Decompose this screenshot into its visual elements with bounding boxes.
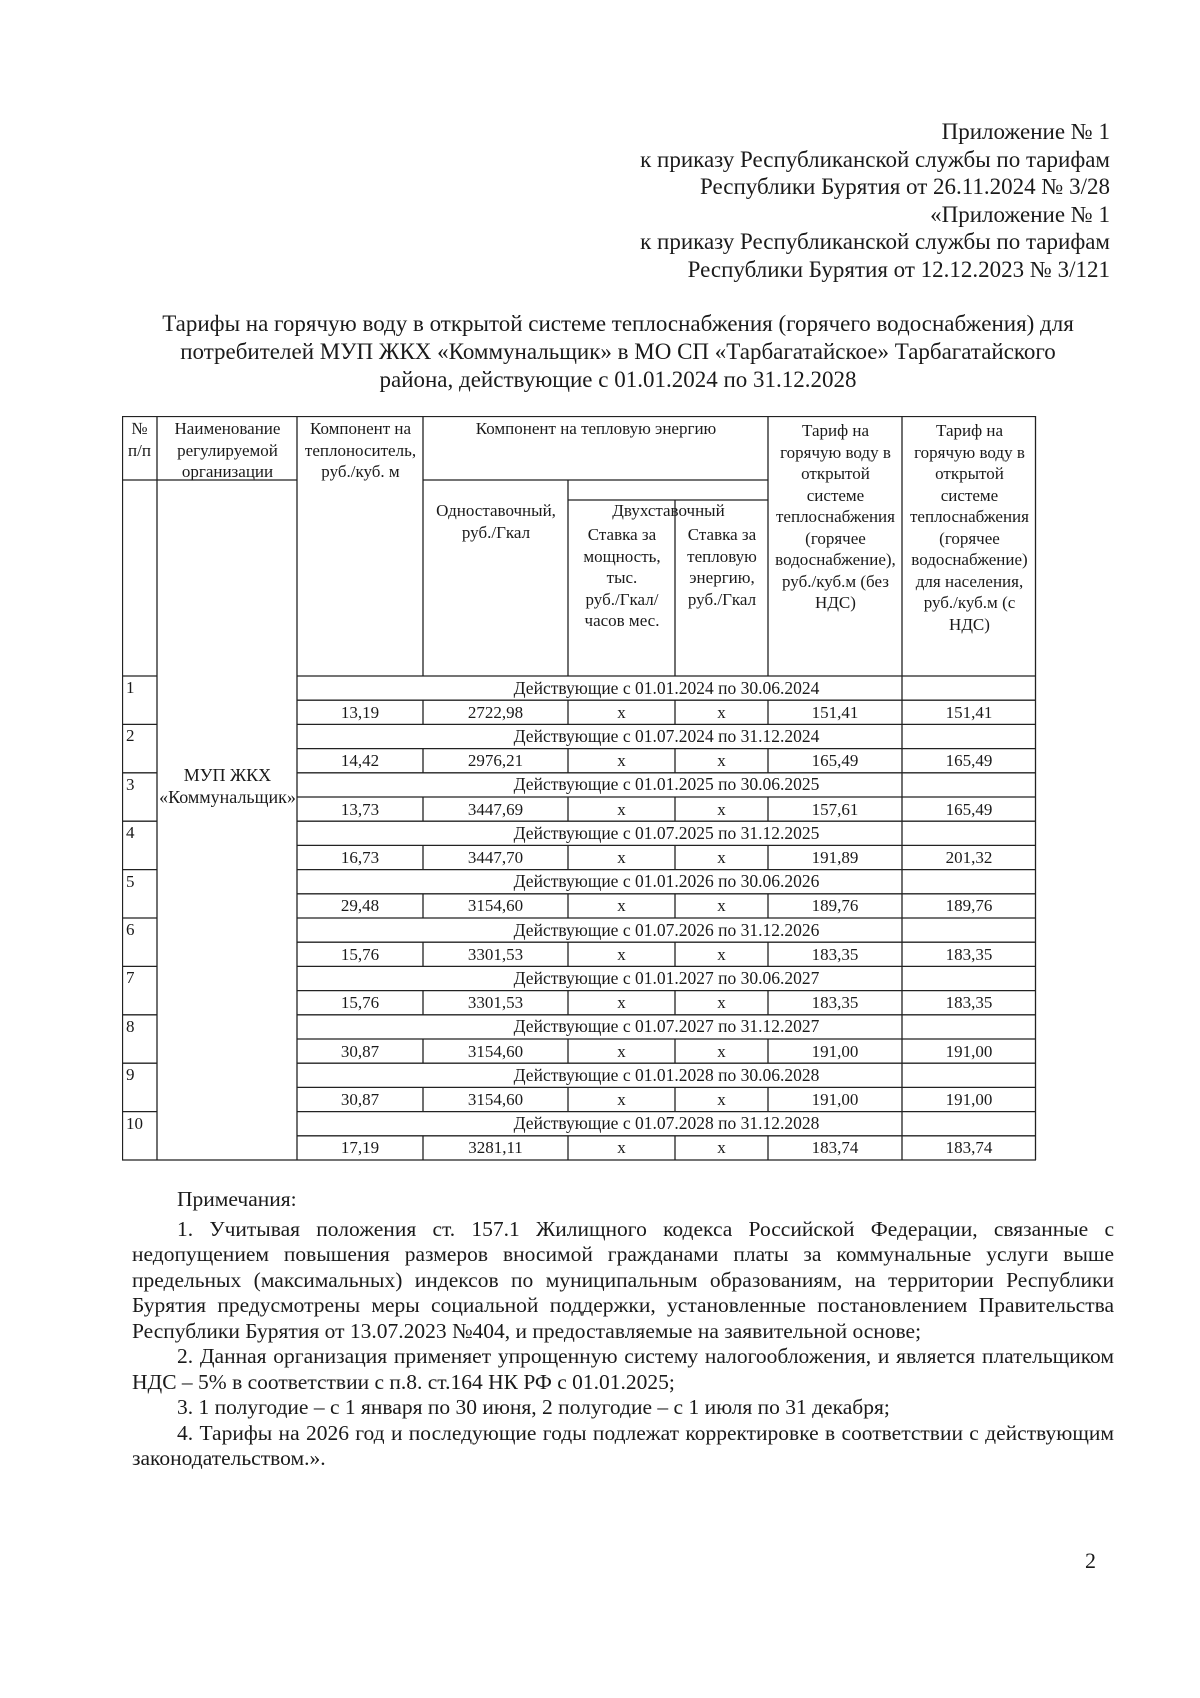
tariff-population-value: 183,74 — [945, 1138, 993, 1158]
heat-rate-value: х — [717, 1138, 726, 1158]
period-label: Действующие с 01.07.2027 по 31.12.2027 — [513, 1016, 820, 1037]
period-label: Действующие с 01.07.2026 по 31.12.2026 — [513, 919, 820, 940]
tariff-population-value: 189,76 — [945, 896, 993, 916]
tariff-no-vat-value: 151,41 — [811, 702, 859, 722]
row-number: 6 — [126, 920, 135, 939]
header-tariff-no-vat: Тариф на горячую воду в открытой системе теплоснабжения (горячее водоснабжение), руб./куб.м (без НДС) — [775, 421, 896, 612]
single-rate-value: 3301,53 — [467, 993, 524, 1013]
carrier-value: 13,19 — [340, 702, 380, 722]
single-rate-value: 3447,70 — [467, 847, 524, 867]
heat-rate-value: х — [717, 799, 726, 819]
power-rate-value: х — [617, 847, 626, 867]
row-number: 9 — [126, 1065, 135, 1085]
org-name: МУП ЖКХ «Коммунальщик» — [159, 765, 296, 807]
carrier-value: 14,42 — [340, 751, 380, 771]
single-rate-value: 3447,69 — [467, 799, 524, 819]
power-rate-value: х — [617, 993, 626, 1013]
header-org: Наименование регулируемой организации — [174, 419, 281, 481]
title-line: потребителей МУП ЖКХ «Коммунальщик» в МО СП «Тарбагатайское» Тарбагатайского — [180, 339, 1056, 364]
tariff-no-vat-value: 157,61 — [811, 799, 859, 819]
header-line: Республики Бурятия от 26.11.2024 № 3/28 — [699, 174, 1110, 199]
single-rate-value: 3281,11 — [468, 1138, 523, 1158]
heat-rate-value: х — [717, 751, 726, 771]
title-line: Тарифы на горячую воду в открытой системе теплоснабжения (горячего водоснабжения) для — [162, 311, 1074, 336]
heat-rate-value: х — [717, 1041, 726, 1061]
header-energy: Компонент на тепловую энергию — [475, 419, 717, 438]
header-heat: Ставка за тепловую энергию, руб./Гкал — [687, 525, 757, 609]
header-line: Республики Бурятия от 12.12.2023 № 3/121 — [687, 256, 1110, 282]
header-line: к приказу Республиканской службы по тарифам — [640, 146, 1110, 172]
carrier-value: 13,73 — [340, 799, 380, 819]
tariff-no-vat-value: 191,89 — [811, 847, 859, 867]
period-label: Действующие с 01.01.2028 по 30.06.2028 — [513, 1064, 820, 1085]
tariff-table — [122, 416, 1115, 1165]
carrier-value: 30,87 — [340, 1089, 380, 1109]
tariff-no-vat-value: 183,74 — [811, 1138, 859, 1158]
period-label: Действующие с 01.01.2025 по 30.06.2025 — [513, 774, 820, 795]
header-single: Одноставочный, руб./Гкал — [436, 501, 556, 542]
period-label: Действующие с 01.01.2026 по 30.06.2026 — [513, 871, 820, 892]
power-rate-value: х — [617, 944, 626, 964]
heat-rate-value: х — [717, 896, 726, 916]
row-number: 7 — [126, 968, 135, 988]
row-number: 10 — [126, 1113, 143, 1133]
power-rate-value: х — [617, 1041, 626, 1061]
power-rate-value: х — [617, 799, 626, 819]
document-header — [640, 118, 1110, 283]
carrier-value: 30,87 — [340, 1041, 380, 1061]
header-line: Приложение № 1 — [941, 119, 1110, 144]
notes-title: Примечания: — [177, 1187, 297, 1211]
note-item: 1. Учитывая положения ст. 157.1 Жилищного кодекса Российской Федерации, связанные с недопущением повышения размеров вносимой гражданами платы за коммунальные услуги выше предельных (максимальных) индексов по муниципальным образованиям, на территории Республики Бурятия предусмотрены меры социальной поддержки, установленные постановлением Правительства Республики Бурятия от 13.07.2023 №404, и предоставляемые на заявительной основе; — [132, 1216, 1114, 1343]
row-number: 2 — [126, 726, 135, 746]
tariff-no-vat-value: 165,49 — [811, 751, 859, 771]
tariff-no-vat-value: 189,76 — [811, 896, 859, 916]
tariff-no-vat-value: 183,35 — [811, 944, 859, 964]
single-rate-value: 2722,98 — [467, 702, 524, 722]
carrier-value: 16,73 — [340, 847, 380, 867]
heat-rate-value: х — [717, 944, 726, 964]
heat-rate-value: х — [717, 847, 726, 867]
heat-rate-value: х — [717, 993, 726, 1013]
single-rate-value: 2976,21 — [467, 751, 524, 771]
note-item: 3. 1 полугодие – с 1 января по 30 июня, 2 полугодие – с 1 июля по 31 декабря; — [177, 1395, 890, 1419]
heat-rate-value: х — [717, 1089, 726, 1109]
period-label: Действующие с 01.07.2028 по 31.12.2028 — [513, 1113, 820, 1134]
carrier-value: 17,19 — [340, 1138, 380, 1158]
power-rate-value: х — [617, 1138, 626, 1158]
page-number: 2 — [1085, 1548, 1096, 1573]
note-item: 4. Тарифы на 2026 год и последующие годы подлежат корректировке в соответствии с действующим законодательством.». — [132, 1420, 1114, 1470]
period-label: Действующие с 01.01.2024 по 30.06.2024 — [513, 677, 820, 698]
power-rate-value: х — [617, 702, 626, 722]
single-rate-value: 3301,53 — [467, 944, 524, 964]
tariff-no-vat-value: 183,35 — [811, 993, 859, 1013]
tariff-population-value: 165,49 — [945, 751, 993, 771]
single-rate-value: 3154,60 — [467, 1089, 524, 1109]
tariff-population-value: 151,41 — [945, 702, 993, 722]
title-line: района, действующие с 01.01.2024 по 31.12.2028 — [379, 367, 857, 392]
header-carrier: Компонент на теплоноситель, руб./куб. м — [304, 419, 417, 481]
row-number: 5 — [126, 871, 135, 891]
tariff-population-value: 183,35 — [945, 993, 993, 1013]
carrier-value: 29,48 — [340, 896, 380, 916]
heat-rate-value: х — [717, 702, 726, 722]
row-number: 3 — [126, 774, 135, 794]
tariff-population-value: 165,49 — [945, 799, 993, 819]
power-rate-value: х — [617, 751, 626, 771]
carrier-value: 15,76 — [340, 944, 380, 964]
notes-section — [132, 1187, 1114, 1472]
header-line: к приказу Республиканской службы по тарифам — [640, 229, 1110, 254]
period-label: Действующие с 01.07.2024 по 31.12.2024 — [513, 725, 820, 746]
header-num: № п/п — [128, 419, 151, 460]
carrier-value: 15,76 — [340, 993, 380, 1013]
header-two: Двухставочный — [612, 501, 725, 520]
tariff-no-vat-value: 191,00 — [811, 1089, 859, 1109]
header-line: «Приложение № 1 — [930, 201, 1110, 227]
period-label: Действующие с 01.07.2025 по 31.12.2025 — [513, 822, 820, 843]
single-rate-value: 3154,60 — [467, 1041, 524, 1061]
row-number: 1 — [126, 678, 135, 697]
tariff-population-value: 201,32 — [945, 847, 993, 867]
document-title — [118, 310, 1118, 394]
row-number: 8 — [126, 1016, 135, 1036]
row-number: 4 — [126, 823, 135, 843]
header-tariff-population: Тариф на горячую воду в открытой системе теплоснабжения (горячее водоснабжение) для населения, руб./куб.м (с НДС) — [910, 421, 1029, 634]
period-label: Действующие с 01.01.2027 по 30.06.2027 — [513, 967, 820, 988]
tariff-population-value: 191,00 — [945, 1089, 993, 1109]
tariff-population-value: 183,35 — [945, 944, 993, 964]
note-item: 2. Данная организация применяет упрощенную систему налогообложения, и является плательщиком НДС – 5% в соответствии с п.8. ст.164 НК РФ с 01.01.2025; — [132, 1344, 1114, 1394]
single-rate-value: 3154,60 — [467, 896, 524, 916]
power-rate-value: х — [617, 1089, 626, 1109]
tariff-population-value: 191,00 — [945, 1041, 993, 1061]
header-power: Ставка за мощность, тыс. руб./Гкал/ часов мес. — [583, 525, 661, 630]
tariff-no-vat-value: 191,00 — [811, 1041, 859, 1061]
power-rate-value: х — [617, 896, 626, 916]
